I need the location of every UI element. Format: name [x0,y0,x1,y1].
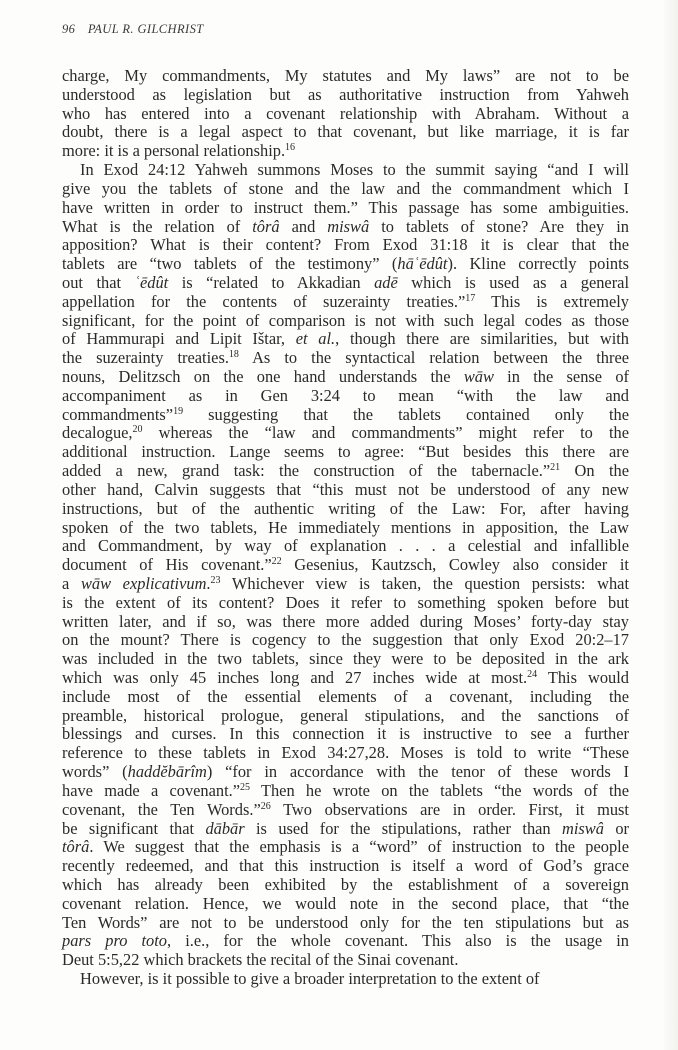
text-line: tôrâ. We suggest that the emphasis is a “word” of instruction to the people [62,837,629,857]
text-line: written later, and if so, was there more added during Moses’ forty-day stay [62,611,629,631]
text-line: out that ʿēdût is “related to Akkadian adē which is used as a general [62,272,629,292]
text-line: include most of the essential elements of a covenant, including the [62,686,629,706]
text-line: covenant relation. Hence, we would note in the second place, that “the [62,893,629,913]
text-line: additional instruction. Lange seems to agree: “But besides this there are [62,442,629,462]
text-line: recently redeemed, and that this instruction is itself a word of God’s grace [62,856,629,876]
text-line: commandments”$^{19}$ suggesting that the tablets contained only the [62,404,629,424]
text-line: other hand, Calvin suggests that “this must not be understood of any new [62,479,629,499]
page-edge-shadow [664,0,678,1050]
text-line: instructions, but of the authentic writing of the Law: For, after having [62,498,629,518]
text-line: a wāw explicativum.$^{23}$ Whichever view is taken, the question persists: what [62,573,629,593]
text-line: was included in the two tablets, since they were to be deposited in the ark [62,649,629,669]
text-line: However, is it possible to give a broader interpretation to the extent of [80,969,540,988]
text-line: Deut 5:5,22 which brackets the recital of the Sinai covenant. [62,950,459,970]
text-line: more: it is a personal relationship.$^{16}$ [62,141,296,161]
text-line: nouns, Delitzsch on the one hand understands the wāw in the sense of [62,367,629,386]
text-line: the suzerainty treaties.$^{18}$ As to the syntactical relation between the three [62,348,629,368]
text-line: who has entered into a covenant relationship with Abraham. Without a [62,103,629,123]
text-line: covenant, the Ten Words.”$^{26}$ Two observations are in order. First, it must [62,799,629,819]
text-line: give you the tablets of stone and the law and the commandment which I [62,178,629,198]
text-line: have made a covenant.”$^{25}$ Then he wrote on the tablets “the words of the [62,780,629,800]
text-line: spoken of the two tablets, He immediately mentions in apposition, the Law [62,517,629,537]
text-line: is the extent of its content? Does it refer to something spoken before but [62,592,629,612]
text-line: apposition? What is their content? From Exod 31:18 it is clear that the [62,235,629,255]
text-line: Ten Words” are not to be understood only for the ten stipulations but as [62,912,629,932]
text-line: preamble, historical prologue, general stipulations, and the sanctions of [62,705,629,725]
text-line: significant, for the point of comparison is not with such legal codes as those [62,310,629,330]
text-line: added a new, grand task: the construction of the tabernacle.”$^{21}$ On the [62,461,629,481]
text-line: which was only 45 inches long and 27 inches wide at most.$^{24}$ This would [62,668,630,687]
text-line: document of His covenant.”$^{22}$ Gesenius, Kautzsch, Cowley also consider it [62,555,629,575]
text-line: In Exod 24:12 Yahweh summons Moses to the summit saying “and I will [80,160,629,180]
text-line: doubt, there is a legal aspect to that covenant, but like marriage, it is far [62,122,629,142]
running-head [62,22,204,37]
body-text [62,67,629,989]
page-number: 96 [62,22,76,36]
text-line: which has already been exhibited by the establishment of a sovereign [62,874,629,894]
author-name: PAUL R. GILCHRIST [87,22,204,36]
text-line: understood as legislation but as authoritative instruction from Yahweh [62,84,629,104]
text-line: words” (haddĕbārîm) “for in accordance with the tenor of these words I [62,762,629,782]
text-line: decalogue,$^{20}$ whereas the “law and commandments” might refer to the [62,423,629,443]
text-line: have written in order to instruct them.” This passage has some ambiguities. [62,197,629,217]
text-line: charge, My commandments, My statutes and My laws” are not to be [62,66,629,85]
text-line: of Hammurapi and Lipit Ištar, et al., though there are similarities, but with [62,329,629,349]
text-line: appellation for the contents of suzerainty treaties.”$^{17}$ This is extremely [62,291,629,311]
text-line: and Commandment, by way of explanation . . . a celestial and infallible [62,536,629,556]
text-line: blessings and curses. In this connection it is instructive to see a further [62,724,629,744]
text-line: tablets are “two tablets of the testimony” (hāʿēdût). Kline correctly points [62,254,630,274]
text-line: on the mount? There is cogency to the suggestion that only Exod 20:2–17 [62,630,629,650]
text-line: reference to these tablets in Exod 34:27,28. Moses is told to write “These [62,743,629,763]
text-line: accompaniment as in Gen 3:24 to mean “with the law and [62,385,629,405]
text-line: pars pro toto, i.e., for the whole covenant. This also is the usage in [62,931,629,951]
text-line: be significant that dābār is used for the stipulations, rather than miswâ or [62,818,629,838]
text-line: What is the relation of tôrâ and miswâ to tablets of stone? Are they in [62,216,629,236]
